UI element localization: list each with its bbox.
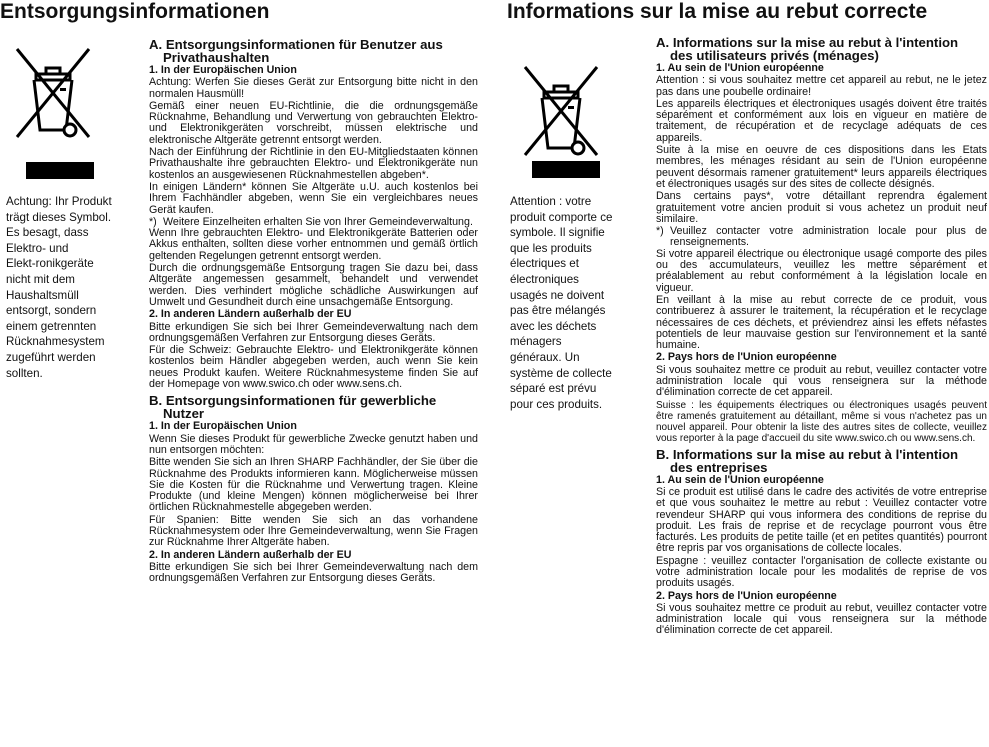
page-title-fr: Informations sur la mise au rebut correcte [507, 0, 928, 23]
symbol-note-line: Haushaltsmüll [6, 288, 79, 302]
symbol-note-line: zugeführt werden [6, 350, 96, 364]
paragraph: Bitte wenden Sie sich an Ihren SHARP Fachhändler, der Sie über die Rücknahme des Produkts informieren kann. Möglicherweise müssen Sie die Kosten für die Rücknahme und Verwertung tragen. Kleine Produkte (und kleine Mengen) können möglicherweise bei Ihrer örtlichen Rücknahmestelle abgegeben werden. [149, 456, 478, 514]
footnote-mark: *) [149, 215, 157, 228]
paragraph: Dans certains pays*, votre détaillant reprendra également gratuitement votre ancien produit si vous achetez un produit neuf similaire. [656, 190, 987, 225]
paragraph: Si votre appareil électrique ou électronique usagé comporte des piles ou des accumulateurs, veuillez les mettre séparément et préalablement au rebut conformément à la législation locale en vigueur. [656, 247, 987, 294]
heading-line: A. Entsorgungsinformationen für Benutzer aus [149, 37, 443, 52]
heading-line: Privathaushalten [163, 50, 270, 65]
paragraph: Si vous souhaitez mettre ce produit au rebut, veuillez contacter votre administration locale qui vous renseignera sur la méthode d'élimination correcte de cet appareil. [656, 601, 987, 637]
symbol-note-line: einem getrennten [6, 319, 97, 333]
footnote-mark: *) [656, 225, 664, 238]
symbol-note-line: Es besagt, dass [6, 226, 89, 240]
paragraph: Nach der Einführung der Richtlinie in den EU-Mitgliedstaaten können Privathaushalte ihre gebrauchten Elektro- und Elektronikgeräte nun kostenlos an ausgewiesenen Rücknahmestellen abgeben*. [149, 146, 478, 181]
symbol-note-de [6, 194, 132, 381]
symbol-note-line: Elekt-ronikgeräte [6, 257, 94, 271]
symbol-note-line: électriques et [510, 257, 579, 271]
symbol-note-line: Rücknahmesystem [6, 335, 105, 349]
symbol-note-line: Attention : votre [510, 195, 592, 208]
symbol-note-line: que les produits [510, 241, 592, 255]
paragraph: Wenn Sie dieses Produkt für gewerbliche Zwecke genutzt haben und nun entsorgen möchten: [149, 432, 478, 456]
paragraph: Achtung: Werfen Sie dieses Gerät zur Entsorgung bitte nicht in den normalen Hausmüll! [149, 76, 478, 100]
paragraph: Bitte erkundigen Sie sich bei Ihrer Gemeindeverwaltung nach dem ordnungsgemäßen Verfahren zur Entsorgung dieses Geräts. [149, 560, 478, 585]
symbol-bar [532, 161, 600, 178]
subheading: 2. Pays hors de l'Union européenne [656, 589, 837, 602]
heading-line: B. Entsorgungsinformationen für gewerbliche [149, 393, 437, 409]
heading-line: des entreprises [670, 459, 768, 475]
paragraph: Gemäß einer neuen EU-Richtlinie, die die ordnungsgemäße Rücknahme, Behandlung und Verwertung von gebrauchten Elektro- und Elektronikgeräten vorschreibt, müssen elektrische und elektronische Altgeräte getrennt entsorgt werden. [149, 99, 478, 146]
symbol-note-line: Elektro- und [6, 241, 69, 255]
section-a-heading [149, 38, 478, 64]
heading-line: B. Informations sur la mise au rebut à l'intention [656, 446, 959, 462]
symbol-note-line: entsorgt, sondern [6, 304, 97, 318]
paragraph: Suite à la mise en oeuvre de ces dispositions dans les Etats membres, les ménages résidant au sein de l'Union européenne peuvent désormais ramener gratuitement* leurs appareils électriques et électroniques usagés sur des sites de collecte désignés. [656, 144, 987, 190]
paragraph: Bitte erkundigen Sie sich bei Ihrer Gemeindeverwaltung nach dem ordnungsgemäßen Verfahren zur Entsorgung dieses Geräts. [149, 320, 478, 344]
heading-line: des utilisateurs privés (ménages) [670, 48, 879, 63]
paragraph: Für die Schweiz: Gebrauchte Elektro- und Elektronikgeräte können kostenlos beim Händler abgegeben werden, auch wenn Sie kein neues Produkt kaufen. Weitere Rücknahmesysteme finden Sie auf der Homepage von www.swico.ch oder www.sens.ch. [149, 344, 478, 391]
paragraph: Durch die ordnungsgemäße Entsorgung tragen Sie dazu bei, dass Altgeräte angemessen gesammelt, behandelt und verwendet werden. Dies verhindert mögliche schädliche Auswirkungen auf Umwelt und Gesundheit durch eine unsachgemäße Entsorgung. [149, 262, 478, 308]
symbol-note-line: nicht mit dem [6, 272, 75, 286]
paragraph: Les appareils électriques et électroniques usagés doivent être traités séparément et conformément aux lois en vigueur en matière de traitement, de récupération et de recyclage adéquats de ces appareils. [656, 97, 987, 144]
subheading: 1. Au sein de l'Union européenne [656, 62, 824, 74]
paragraph: Suisse : les équipements électriques ou électroniques usagés peuvent être ramenés gratuitement au détaillant, même si vous n'achetez pas un nouvel appareil. Pour obtenir la liste des autres sites de collecte, veuillez vous reporter à la page d'accueil du site www.swico.ch ou www.sens.ch. [656, 399, 987, 444]
subheading: 2. Pays hors de l'Union européenne [656, 351, 837, 364]
subheading: 2. In anderen Ländern außerhalb der EU [149, 308, 352, 321]
paragraph: En veillant à la mise au rebut correcte de ce produit, vous contribuerez à assurer le traitement, la récupération et le recyclage nécessaires de ces déchets, et préviendrez ainsi les effets néfastes potentiels de leur mauvaise gestion sur l'environnement et la santé humaine. [656, 293, 987, 352]
symbol-note-line: symbole. Il signifie [510, 226, 605, 240]
symbol-note-line: pour ces produits. [510, 397, 603, 411]
paragraph: Wenn Ihre gebrauchten Elektro- und Elektronikgeräte Batterien oder Akkus enthalten, sollten diese vorher entnommen und gemäß örtlich geltenden Regelungen getrennt entsorgt werden. [149, 227, 478, 262]
section-b-heading [149, 394, 478, 420]
symbol-note-line: sollten. [6, 366, 43, 380]
footnote [656, 226, 987, 249]
symbol-note-line: usagés ne doivent [510, 288, 605, 302]
page-title-de: Entsorgungsinformationen [0, 0, 270, 23]
paragraph: In einigen Ländern* können Sie Altgeräte u.U. auch kostenlos bei Ihrem Fachhändler abgeben, wenn Sie ein vergleichbares neues Gerät kaufen. [149, 180, 478, 216]
symbol-bar [26, 162, 94, 179]
subheading: 1. Au sein de l'Union européenne [656, 473, 824, 486]
section-b-heading [656, 448, 987, 474]
footnote-text: Veuillez contacter votre administration locale pour plus de renseignements. [670, 225, 987, 249]
paragraph: Si ce produit est utilisé dans le cadre des activités de votre entreprise et que vous souhaitez le mettre au rebut : Veuillez contacter votre revendeur SHARP qui vous informera des conditions de reprise du produit. Les frais de reprise et de recyclage pourront vous être facturés. Les produits de petite taille (et en petites quantités) pourront être repris par vos organisations de collecte locales. [656, 485, 987, 555]
symbol-note-line: séparé est prévu [510, 382, 597, 396]
subheading: 2. In anderen Ländern außerhalb der EU [149, 548, 352, 561]
crossed-out-wheelie-bin-icon [522, 62, 600, 160]
heading-line: Nutzer [163, 406, 205, 422]
symbol-note-line: trägt dieses Symbol. [6, 210, 112, 224]
paragraph: Attention : si vous souhaitez mettre cet appareil au rebut, ne le jetez pas dans une poubelle ordinaire! [656, 74, 987, 98]
disposal-text-de [149, 38, 478, 585]
disposal-text-fr [656, 36, 987, 638]
subheading: 1. In der Europäischen Union [149, 64, 297, 76]
symbol-note-line: Achtung: Ihr Produkt [6, 195, 112, 208]
paragraph: Espagne : veuillez contacter l'organisation de collecte existante ou votre administration locale pour les modalités de reprise de vos produits usagés. [656, 554, 987, 590]
footnote-text: Weitere Einzelheiten erhalten Sie von Ihrer Gemeindeverwaltung. [163, 215, 473, 228]
paragraph: Si vous souhaitez mettre ce produit au rebut, veuillez contacter votre administration locale qui vous renseignera sur la méthode d'élimination correcte de cet appareil. [656, 363, 987, 399]
symbol-note-line: ménagers [510, 335, 562, 349]
symbol-note-fr [510, 194, 650, 412]
heading-line: A. Informations sur la mise au rebut à l'intention [656, 35, 959, 50]
symbol-note-line: système de collecte [510, 366, 612, 380]
section-a-heading [656, 36, 987, 62]
symbol-note-line: pas être mélangés [510, 304, 606, 318]
symbol-note-line: généraux. Un [510, 350, 580, 364]
symbol-note-line: produit comporte ce [510, 210, 613, 224]
subheading: 1. In der Europäischen Union [149, 420, 297, 433]
crossed-out-wheelie-bin-icon [14, 44, 92, 142]
symbol-note-line: avec les déchets [510, 319, 597, 333]
paragraph: Für Spanien: Bitte wenden Sie sich an das vorhandene Rücknahmesystem oder Ihre Gemeindeverwaltung, wenn Sie Fragen zur Rücknahme Ihrer Altgeräte haben. [149, 513, 478, 549]
symbol-note-line: électroniques [510, 272, 579, 286]
